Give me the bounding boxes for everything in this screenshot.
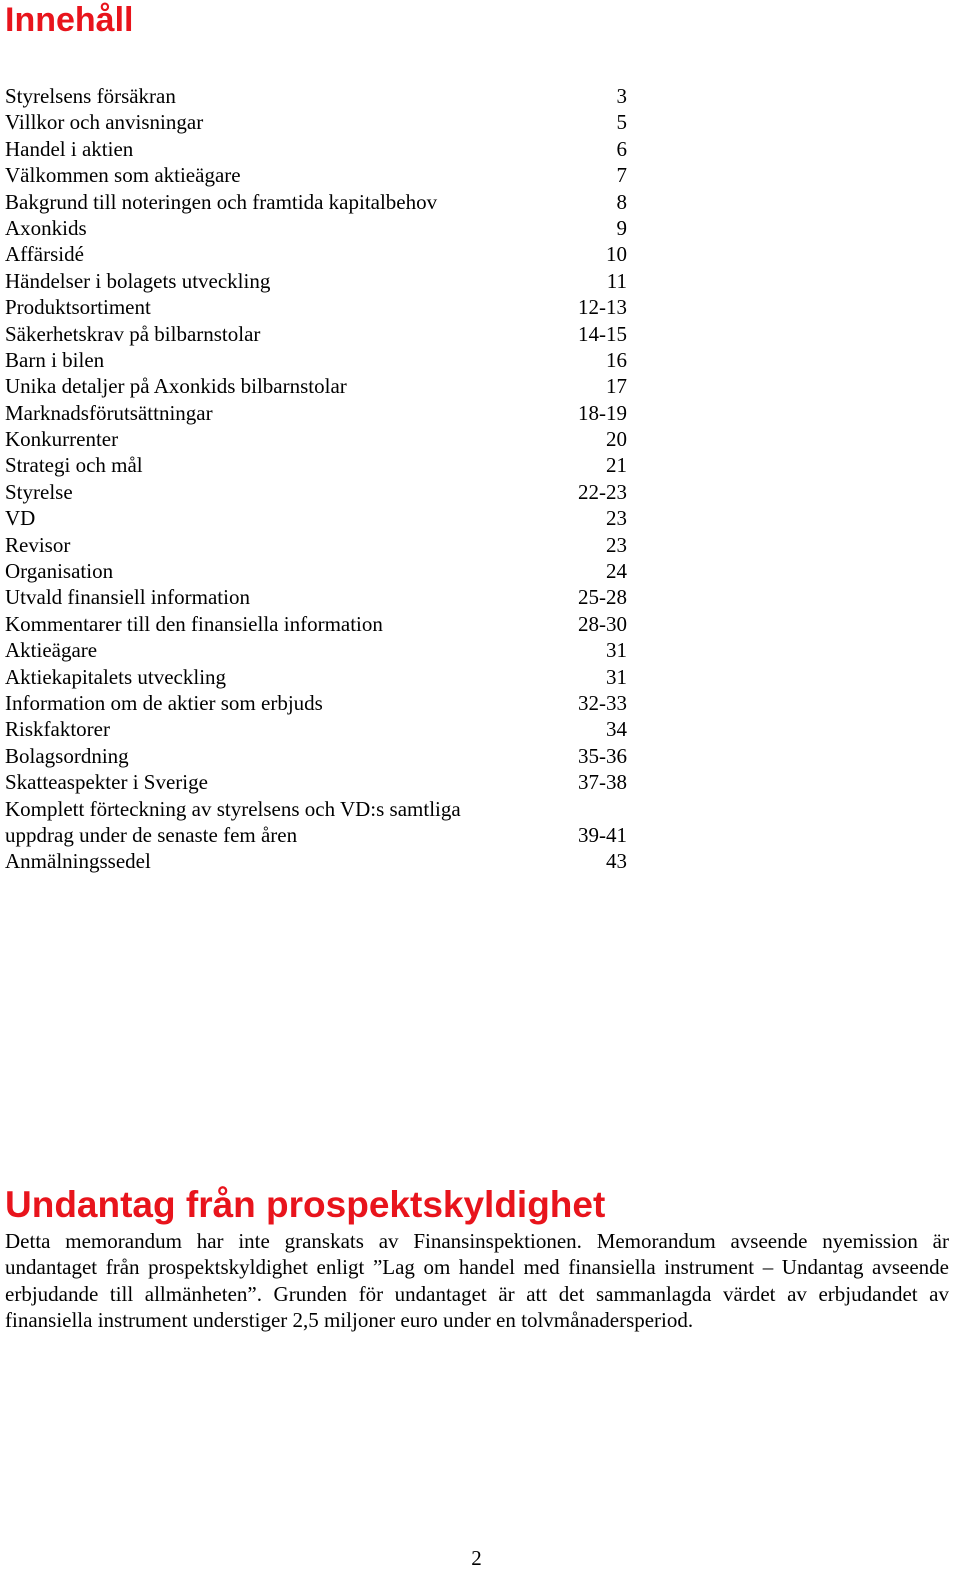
toc-entry <box>5 532 627 558</box>
toc-entry <box>5 848 627 874</box>
toc-entry <box>5 426 627 452</box>
toc-entry <box>5 400 627 426</box>
toc-entry <box>5 558 627 584</box>
toc-entry-page: 6 <box>616 136 627 161</box>
exemption-heading: Undantag från prospektskyldighet <box>5 1184 606 1225</box>
toc-entry <box>5 505 627 531</box>
toc-entry-page: 43 <box>606 849 627 874</box>
toc-entry-page: 34 <box>606 717 627 742</box>
toc-entry <box>5 189 627 215</box>
toc-entry-title: Information om de aktier som erbjuds <box>5 690 323 715</box>
toc-entry-page: 21 <box>606 453 627 478</box>
toc-entry-title: Riskfaktorer <box>5 717 110 742</box>
toc-entry-page: 17 <box>606 374 627 399</box>
toc-entry <box>5 479 627 505</box>
toc-entry <box>5 109 627 135</box>
toc-entry <box>5 241 627 267</box>
toc-entry <box>5 321 627 347</box>
toc-entry-page: 24 <box>606 559 627 584</box>
toc-entry <box>5 769 627 795</box>
toc-entry-page: 9 <box>616 215 627 240</box>
toc-entry-title: Komplett förteckning av styrelsens och VD:s samtliga uppdrag under de senaste fem åren <box>5 796 461 847</box>
toc-entry <box>5 452 627 478</box>
toc-entry <box>5 347 627 373</box>
toc-entry-title: Utvald finansiell information <box>5 585 250 610</box>
toc-entry-title: Bakgrund till noteringen och framtida kapitalbehov <box>5 189 438 214</box>
toc-entry-page: 31 <box>606 638 627 663</box>
toc-entry-page: 35-36 <box>578 743 627 768</box>
toc-entry-title: Handel i aktien <box>5 136 134 161</box>
toc-entry-page: 23 <box>606 506 627 531</box>
toc-entry <box>5 162 627 188</box>
toc-entry-page: 22-23 <box>578 479 627 504</box>
toc-entry-title: Revisor <box>5 532 71 557</box>
toc-entry-page: 23 <box>606 532 627 557</box>
toc-entry <box>5 637 627 663</box>
toc-entry-title: Anmälningssedel <box>5 849 151 874</box>
toc-entry <box>5 716 627 742</box>
toc-entry-page: 28-30 <box>578 611 627 636</box>
toc-entry-page: 10 <box>606 242 627 267</box>
toc-entry <box>5 136 627 162</box>
toc-entry <box>5 743 627 769</box>
toc-entry-page: 7 <box>616 163 627 188</box>
toc-entry-page: 3 <box>616 83 627 108</box>
toc-entry-title: Organisation <box>5 559 114 584</box>
toc-entry-page: 32-33 <box>578 690 627 715</box>
toc-entry-title: Unika detaljer på Axonkids bilbarnstolar <box>5 374 347 399</box>
toc-entry-title: Aktieägare <box>5 638 98 663</box>
toc-entry-title: Bolagsordning <box>5 743 129 768</box>
toc-entry <box>5 215 627 241</box>
toc-entry-title: Konkurrenter <box>5 427 119 452</box>
toc-entry-title: Styrelse <box>5 479 73 504</box>
toc-entry-title: Kommentarer till den finansiella information <box>5 611 383 636</box>
toc-entry <box>5 83 627 109</box>
exemption-notice: Detta memorandum har inte granskats av Finansinspektionen. Memorandum avseende nyemission är undantaget från prospektskyldighet enligt ”Lag om handel med finansiella instrument – Undantag avseende erbjudande till allmänheten”. Grunden för undantaget är att det sammanlagda värdet av erbjudandet av finansiella instrument understiger 2,5 miljoner euro under en tolvmånadersperiod. <box>5 1229 949 1332</box>
toc-entry-title: Välkommen som aktieägare <box>5 163 241 188</box>
toc-entry-page: 12-13 <box>578 295 627 320</box>
toc-entry <box>5 611 627 637</box>
toc-entry <box>5 373 627 399</box>
toc-entry-page: 31 <box>606 664 627 689</box>
toc-entry-title: Affärsidé <box>5 242 84 267</box>
table-of-contents <box>5 83 627 875</box>
toc-entry <box>5 294 627 320</box>
toc-entry-page: 18-19 <box>578 400 627 425</box>
toc-entry-page: 11 <box>606 268 627 293</box>
toc-entry-title: Skatteaspekter i Sverige <box>5 770 208 795</box>
toc-entry-title: Händelser i bolagets utveckling <box>5 268 271 293</box>
toc-entry-page: 25-28 <box>578 585 627 610</box>
toc-entry-page: 39-41 <box>578 822 627 847</box>
toc-entry-title: Produktsortiment <box>5 295 151 320</box>
toc-entry-title: Axonkids <box>5 215 87 240</box>
toc-heading: Innehåll <box>5 1 134 39</box>
toc-entry-title: Marknadsförutsättningar <box>5 400 213 425</box>
toc-entry-page: 16 <box>606 347 627 372</box>
toc-entry-page: 20 <box>606 427 627 452</box>
toc-entry-page: 5 <box>616 110 627 135</box>
page-number: 2 <box>471 1546 482 1570</box>
toc-entry-title: Barn i bilen <box>5 347 105 372</box>
toc-entry-title: Villkor och anvisningar <box>5 110 204 135</box>
toc-entry-page: 37-38 <box>578 770 627 795</box>
toc-entry <box>5 690 627 716</box>
toc-entry <box>5 584 627 610</box>
toc-entry <box>5 664 627 690</box>
toc-entry-title: Säkerhetskrav på bilbarnstolar <box>5 321 261 346</box>
toc-entry-page: 14-15 <box>578 321 627 346</box>
toc-entry <box>5 796 627 849</box>
toc-entry <box>5 268 627 294</box>
toc-entry-title: VD <box>5 506 36 531</box>
toc-entry-title: Strategi och mål <box>5 453 143 478</box>
toc-entry-page: 8 <box>616 189 627 214</box>
toc-entry-title: Aktiekapitalets utveckling <box>5 664 227 689</box>
toc-entry-title: Styrelsens försäkran <box>5 84 176 108</box>
